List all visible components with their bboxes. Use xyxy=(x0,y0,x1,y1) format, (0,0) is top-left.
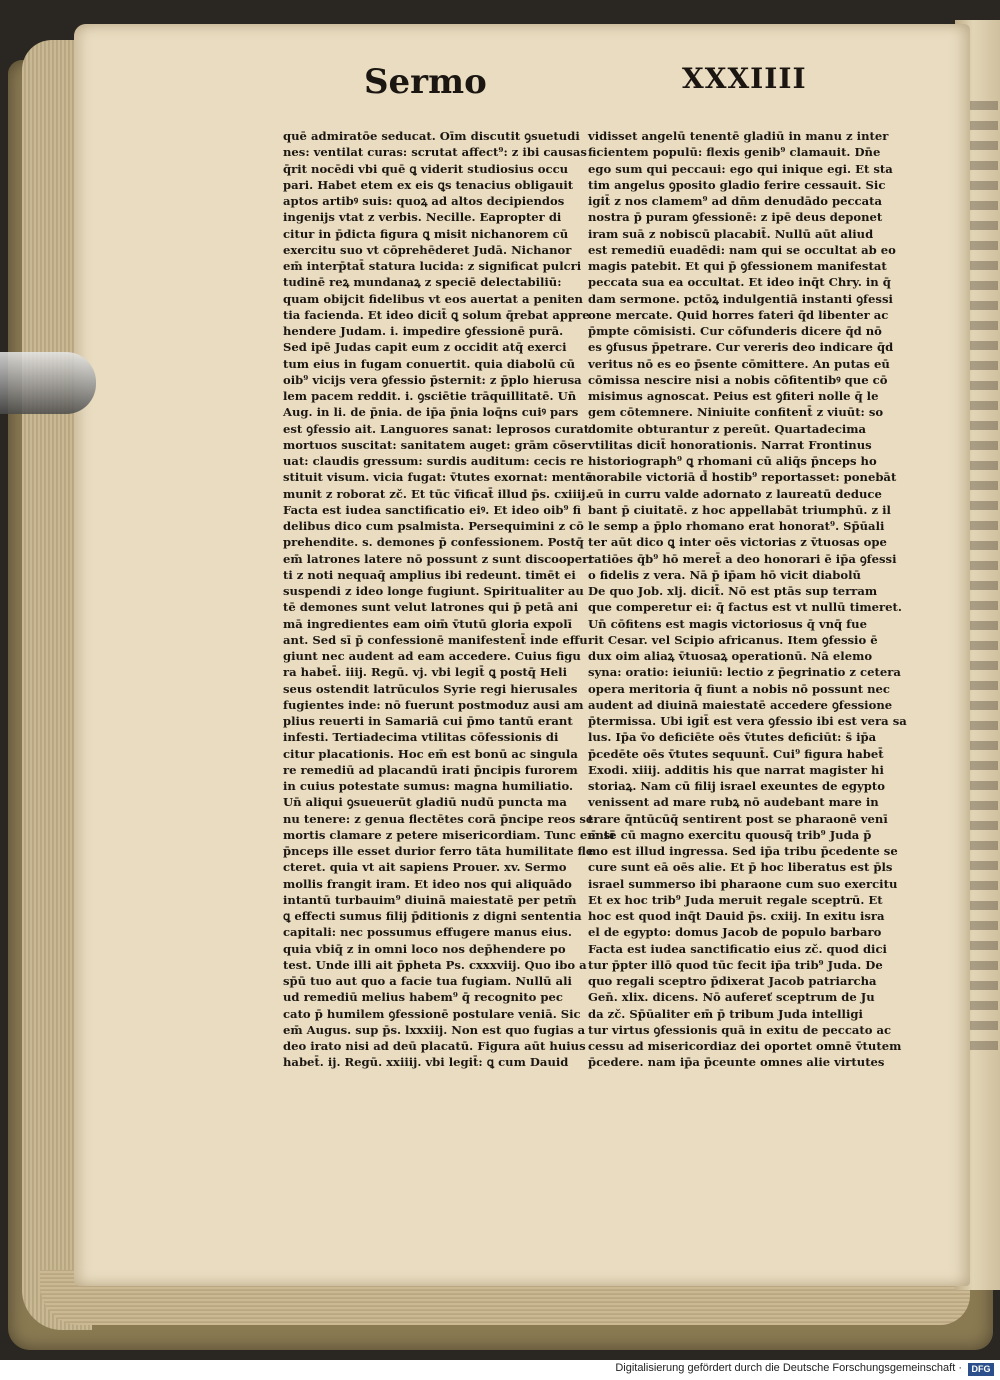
text-line: mortis clamare z petere misericordiam. Tunc em̄ sī xyxy=(283,827,615,842)
text-line: mo est illud ingressa. Sed ip̄a tribu p̄cedente se xyxy=(588,844,898,858)
text-line: mollis frangit iram. Et ideo nos qui aliquādo xyxy=(283,876,572,891)
text-line: Et ex hoc trib⁹ Juda meruit regale sceptrū. Et xyxy=(588,892,883,907)
text-line: misimus agnoscat. Peius est ꝯfiteri nolle q̄ le xyxy=(588,389,879,403)
text-line: lem pacem reddit. i. ꝯsciētie trāquillitatē. Un̄ xyxy=(283,389,577,403)
text-line: q̄rit nocēdi vbi quē ꝗ viderit studiosius occu xyxy=(283,161,569,176)
text-line: deo irato nisi ad deū placatū. Figura aūt huius xyxy=(283,1039,586,1053)
text-line: oib⁹ vicijs vera ꝯfessio p̄sternit: z p̄plo hierusa xyxy=(283,372,582,387)
text-line: p̄nceps ille esset durior ferro tāta humilitate fle xyxy=(283,844,594,858)
text-line: iram suā z nobiscū placabit̄. Nullū aūt aliud xyxy=(588,226,874,241)
text-line: dam sermone. pctōꝝ indulgentiā instanti ꝯfessi xyxy=(588,291,893,306)
text-line: pari. Habet etem ex eis ꝗs tenacius obligauit xyxy=(283,177,574,192)
text-line: ficientem populū: flexis genib⁹ clamauit. Dn̄e xyxy=(588,145,881,160)
text-line: trare q̄ntūcūq̄ sentirent post se pharaonē venī xyxy=(588,811,888,826)
text-line: ingenijs vtat z verbis. Necille. Eapropter di xyxy=(283,210,562,225)
text-line: Facta est iudea sanctificatio eius zč. quod dici xyxy=(588,941,887,956)
text-line: que comperetur ei: q̄ factus est vt nullū timeret. xyxy=(588,600,902,615)
text-line: intantū turbauim⁹ diuinā maiestatē per petm̄ xyxy=(283,892,577,907)
text-line: da zč. Sp̄ūaliter em̄ p̄ tribum Juda intelligi xyxy=(588,1006,863,1021)
text-line: syna: oratio: ieiuniū: lectio z p̄egrinatio z cetera xyxy=(588,665,901,680)
text-line: peccata sua ea occultat. Et ideo inq̄t Chry. in q̄ xyxy=(588,275,891,290)
text-line: nes: ventilat curas: scrutat affect⁹: z ibi causas xyxy=(283,145,587,160)
text-line: ud remediū melius habem⁹ q̄ recognito pec xyxy=(283,990,563,1005)
text-line: cure sunt eā oēs alie. Et p̄ hoc liberatus est p̄ls xyxy=(588,860,893,875)
text-line: em̄ latrones latere nō possunt z sunt discoopert xyxy=(283,551,594,566)
text-line: infesti. Tertiadecima vtilitas cōfessionis di xyxy=(283,730,559,745)
text-line: venissent ad mare rubꝝ nō audebant mare in xyxy=(588,795,879,810)
text-line: norabile victoriā d̄ hostib⁹ reportasset: ponebāt xyxy=(588,470,897,485)
text-line: ra habet̄. iiij. Regū. vj. vbi legit̄ ꝗ postq̄ Heli xyxy=(283,665,567,680)
text-line: entē cū magno exercitu quousq̄ trib⁹ Juda p̄ xyxy=(588,827,872,842)
text-line: Un̄ cōfitens est magis victoriosus q̄ vnq̄ fue xyxy=(588,616,867,631)
text-line: quo regali sceptro p̄dixerat Jacob patriarcha xyxy=(588,974,877,988)
text-line: rit Cesar. vel Scipio africanus. Item ꝯfessio ē xyxy=(588,632,878,647)
text-line: ratiōes q̄b⁹ hō meret̄ a deo honorari ē ip̄a ꝯfessi xyxy=(588,551,897,566)
text-line: cessu ad misericordiaz dei oportet omnē v̄tutem xyxy=(588,1039,902,1053)
text-line: mā ingredientes eam oim̄ v̄tutū gloria expolī xyxy=(283,616,573,631)
text-line: suspendi z ideo longe fugiunt. Spiritualiter au xyxy=(283,584,584,598)
text-line: tim angelus ꝯposito gladio ferire cessauit. Sic xyxy=(588,177,886,192)
text-line: seus ostendit latrūculos Syrie regi hierusales xyxy=(283,681,578,696)
text-line: el de egypto: domus Jacob de populo barbaro xyxy=(588,925,882,940)
text-line: capitali: nec possumus effugere manus eius. xyxy=(283,925,572,940)
text-line: exercitu suo vt cōprehēderet Judā. Nichanor xyxy=(283,242,572,257)
text-line: ant. Sed sī p̄ confessionē manifestent̄ inde effu xyxy=(283,632,588,647)
text-line: test. Unde illi ait p̄pheta Ps. cxxxviij. Quo ibo a xyxy=(283,957,587,972)
text-line: lus. Ip̄a v̄o deficiēte oēs v̄tutes deficiūt: s̄ ip̄a xyxy=(588,730,877,745)
text-line: tia facienda. Et ideo dicit̄ ꝗ solum q̄rebat appre xyxy=(283,307,590,322)
text-line: cōmissa nescire nisi a nobis cōfitentibꝰ que cō xyxy=(588,372,888,387)
text-line: igit̄ z nos clamem⁹ ad dn̄m denudādo peccata xyxy=(588,194,882,208)
text-line: prehendite. s. demones p̄ confessionem. Postq̄ xyxy=(283,535,584,550)
text-line: dux oim aliaꝝ v̄tuosaꝝ operationū. Nā elemo xyxy=(588,649,873,663)
text-line: aptos artibꝰ suis: quoꝝ ad altos decipiendos xyxy=(283,194,565,208)
text-line: in cuius potestate sumus: magna humiliatio. xyxy=(283,779,574,793)
text-line: historiograph⁹ ꝗ rhomani cū aliq̄s p̄nceps ho xyxy=(588,454,877,468)
text-line: Un̄ aliqui ꝯsueuerūt gladiū nudū puncta ma xyxy=(283,795,567,810)
text-line: De quo Job. xlj. dicit̄. Nō est ptās sup terram xyxy=(588,584,878,598)
text-line: mortuos suscitat: sanitatem auget: grām cōser xyxy=(283,437,588,452)
text-line: tudinē reꝝ mundanaꝝ z speciē delectabiliū: xyxy=(283,275,562,290)
text-line: nu tenere: z genua flectētes corā p̄ncipe reos se xyxy=(283,811,594,826)
text-line: opera meritoria q̄ fiunt a nobis nō possunt nec xyxy=(588,681,890,696)
text-line: p̄cedere. nam ip̄a p̄ceunte omnes alie virtutes xyxy=(588,1055,885,1070)
text-line: hendere Judam. i. impedire ꝯfessionē purā. xyxy=(283,324,564,338)
text-line: est ꝯfessio ait. Languores sanat: leprosos curat xyxy=(283,421,590,436)
text-line: eū in curru valde adornato z laureatū deduce xyxy=(588,486,882,501)
text-line: giunt nec audent ad eam accedere. Cuius figu xyxy=(283,649,581,663)
text-line: p̄termissa. Ubi igit̄ est vera ꝯfessio ibi est vera sa xyxy=(588,714,907,728)
text-line: cato p̄ humilem ꝯfessionē postulare veniā. Sic xyxy=(283,1006,581,1021)
text-line: vtilitas dicit̄ honorationis. Narrat Frontinus xyxy=(588,437,872,452)
text-line: quam obijcit fidelibus vt eos auertat a peniten xyxy=(283,291,583,306)
text-line: p̄mpte cōmisisti. Cur cōfunderis dicere q̄d nō xyxy=(588,324,882,338)
text-column-left xyxy=(283,128,615,1071)
text-line: re remediū ad placandū irati p̄ncipis furorem xyxy=(283,762,578,777)
text-line: magis patebit. Et qui p̄ ꝯfessionem manifestat xyxy=(588,259,887,273)
text-line: bant p̄ ciuitatē. z hoc appellabāt triumphū. z il xyxy=(588,502,891,517)
running-head-title: Sermo xyxy=(364,62,487,102)
text-line: tur virtus ꝯfessionis quā in exitu de peccato ac xyxy=(588,1022,892,1037)
text-line: delibus dico cum psalmista. Persequimini z cō xyxy=(283,519,584,533)
text-line: em̄ Augus. sup p̄s. lxxxiij. Non est quo fugias a xyxy=(283,1022,586,1037)
text-line: ti z noti nequaq̄ amplius ibi redeunt. timēt ei xyxy=(283,567,576,582)
text-line: cteret. quia vt ait sapiens Prouer. xv. Sermo xyxy=(283,860,567,875)
text-line: stituit visum. vicia fugat: v̄tutes exornat: mentē xyxy=(283,470,593,485)
dfg-logo: DFG xyxy=(968,1363,994,1376)
text-line: uat: claudis gressum: surdis auditum: cecis re xyxy=(283,454,584,468)
text-line: veritus nō es eo p̄sente cōmittere. An putas eū xyxy=(588,356,890,371)
text-line: tē demones sunt velut latrones qui p̄ petā ani xyxy=(283,600,579,615)
text-line: Sed ipē Judas capit eum z occidit atq̄ exerci xyxy=(283,340,567,355)
page-clip xyxy=(0,352,96,414)
text-line: le semp a p̄plo rhomano erat honorat⁹. Sp̄ūali xyxy=(588,519,885,533)
text-line: hoc est quod inq̄t Dauid p̄s. cxiij. In exitu isra xyxy=(588,909,885,923)
text-line: est remediū euadēdi: nam qui se occultat ab eo xyxy=(588,242,896,257)
text-line: p̄cedēte oēs v̄tutes sequunt̄. Cui⁹ figura habet̄ xyxy=(588,746,884,761)
text-line: israel summerso ibi pharaone cum suo exercitu xyxy=(588,876,898,891)
running-head-folio: XXXIIII xyxy=(682,62,807,95)
text-line: ego sum qui peccaui: ego qui inique egi. Et sta xyxy=(588,161,893,176)
text-line: citur placationis. Hoc em̄ est bonū ac singula xyxy=(283,746,578,761)
text-line: plius reuerti in Samariā cui p̄mo tantū erant xyxy=(283,714,573,728)
text-line: ꝗ effecti sumus filij p̄ditionis z digni sententia xyxy=(283,909,582,923)
text-line: tur p̄pter illō quod tūc fecit ip̄a trib⁹ Juda. De xyxy=(588,957,883,972)
text-line: nostra p̄ puram ꝯfessionē: z ipē deus deponet xyxy=(588,210,883,225)
text-line: quē admiratōe seducat. Oīm discutit ꝯsuetudi xyxy=(283,129,580,143)
text-line: gem cōtemnere. Niniuite confitent̄ z viuūt: so xyxy=(588,405,884,420)
text-line: vidisset angelū tenentē gladiū in manu z inter xyxy=(588,129,889,143)
text-line: em̄ interp̄tat̄ statura lucida: z significat pulcri xyxy=(283,259,582,273)
text-column-right xyxy=(588,128,907,1071)
text-line: sp̄ū tuo aut quo a facie tua fugiam. Nullū ali xyxy=(283,974,572,988)
text-line: Gen̄. xlix. dicens. Nō aufereť sceptrum de Ju xyxy=(588,990,875,1005)
text-line: citur in p̄dicta figura ꝗ misit nichanorem cū xyxy=(283,226,569,241)
text-line: tum eius in fugam conuertit. quia diabolū cū xyxy=(283,356,576,371)
text-line: Exodi. xiiij. additis his que narrat magister hi xyxy=(588,762,884,777)
text-line: audent ad diuinā maiestatē accedere ꝯfessione xyxy=(588,697,893,712)
text-line: domite obturantur z pereūt. Quartadecima xyxy=(588,421,867,436)
text-line: munit z roborat zč. Et tūc v̄ificat̄ illud p̄s. cxiiij. xyxy=(283,486,590,501)
funding-credit: Digitalisierung gefördert durch die Deutsche Forschungsgemeinschaft · xyxy=(615,1362,962,1374)
footer-bar xyxy=(0,1360,1000,1380)
text-line: Aug. in li. de p̄nia. de ip̄a p̄nia loq̄ns cuiꝰ pars xyxy=(283,405,579,420)
text-line: quia vbiq̄ z in omni loco nos dep̄hendere po xyxy=(283,941,566,956)
text-line: Facta est iudea sanctificatio eiꝰ. Et ideo oib⁹ fi xyxy=(283,502,582,517)
text-line: storiaꝝ. Nam cū filij israel exeuntes de egypto xyxy=(588,779,885,793)
text-line: fugientes inde: nō fuerunt postmoduz ausi am xyxy=(283,697,584,712)
text-line: o fidelis z vera. Nā p̄ ip̄am hō vicit diabolū xyxy=(588,567,861,582)
text-line: es ꝯfusus p̄petrare. Cur vereris deo indicare q̄d xyxy=(588,340,894,355)
text-line: habet̄. ij. Regū. xxiiij. vbi legit̄: ꝗ cum Dauid xyxy=(283,1055,569,1070)
text-line: one mercate. Quid horres fateri q̄d libenter ac xyxy=(588,307,889,322)
text-line: ter aūt dico ꝗ inter oēs victorias z v̄tuosas ope xyxy=(588,535,887,550)
